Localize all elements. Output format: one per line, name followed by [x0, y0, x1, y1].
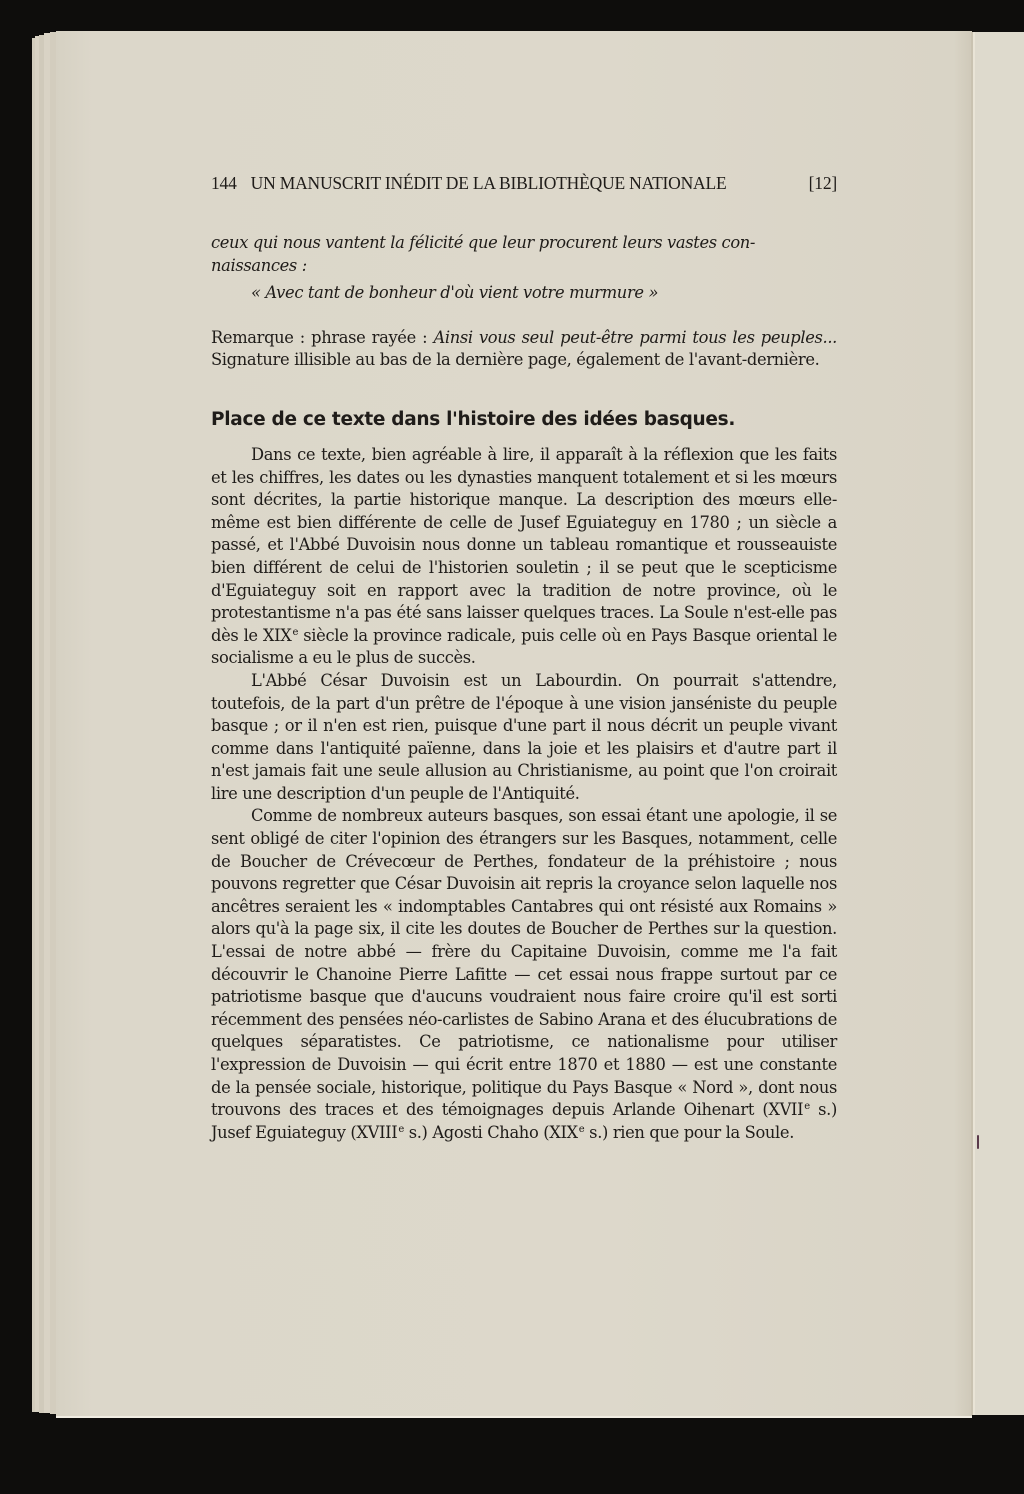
- gutter-mark: [977, 1135, 979, 1149]
- running-head-left: [211, 170, 740, 196]
- superscript: e: [292, 626, 299, 638]
- page-content: [211, 170, 837, 1144]
- remark-paragraph: [211, 327, 837, 372]
- paragraph-text: Comme de nombreux auteurs basques, son essai étant une apologie, il se sent obligé de citer l'opinion des étrangers sur les Basques, notamment, celle de Boucher de Crévecœur de Perthes, fondateur de la préhistoire ; nous pouvons regretter que César Duvoisin ait repris la croyance selon laquelle nos ancêtres seraient les « indomptables Cantabres qui ont résisté aux Romains » alors qu'à la page six, il cite les doutes de Boucher de Perthes sur la question. L'essai de notre abbé — frère du Capitaine Duvoisin, comme me l'a fait découvrir le Chanoine Pierre Lafitte — cet essai nous frappe surtout par ce patriotisme basque que d'aucuns voudraient nous faire croire qu'il est sorti récemment des pensées néo-carlistes de Sabino Arana et des élucubrations de quelques séparatistes. Ce patriotisme, ce nationalisme pour utiliser l'expression de Duvoisin — qui écrit entre 1870 et 1880 — est une constante de la pensée sociale, historique, politique du Pays Basque « Nord », dont nous trouvons des traces et des témoignages depuis Arlande Oihenart (XVII: [211, 806, 837, 1120]
- paragraph-text: s.) Agosti Chaho (XIX: [403, 1122, 578, 1142]
- opening-line-1: ceux qui nous vantent la félicité que leur procurent leurs vastes con-: [211, 233, 756, 252]
- verse-quote: « Avec tant de bonheur d'où vient votre murmure »: [251, 283, 659, 303]
- page-number: 144: [211, 173, 237, 193]
- body-paragraph: [211, 444, 837, 670]
- remark-prefix: Remarque : phrase rayée :: [211, 327, 434, 347]
- running-title: UN MANUSCRIT INÉDIT DE LA BIBLIOTHÈQUE NATIONALE: [250, 173, 727, 193]
- paragraph-text: s.) Jusef Eguiateguy (XVIII: [211, 1100, 837, 1142]
- superscript: e: [804, 1101, 810, 1113]
- facing-page: [973, 32, 1024, 1415]
- paragraph-text: s.) rien que pour la Soule.: [584, 1122, 795, 1142]
- body-paragraph: [211, 805, 837, 1144]
- opening-italic-text: [211, 232, 837, 277]
- remark-suffix: Signature illisible au bas de la dernière page, également de l'avant-dernière.: [211, 350, 820, 370]
- paragraph-text: Dans ce texte, bien agréable à lire, il apparaît à la réflexion que les faits et les chiffres, les dates ou les dynasties manquent totalement et si les mœurs sont décrites, la partie historique manque. La description des mœurs elle-même est bien différente de celle de Jusef Eguiateguy en 1780 ; un siècle a passé, et l'Abbé Duvoisin nous donne un tableau romantique et rousseauiste bien différent de celui de l'historien souletin ; il se peut que le scepticisme d'Eguiateguy soit en rapport avec la tradition de notre province, où le protestantisme n'a pas été sans laisser quelques traces. La Soule n'est-elle pas dès le XIX: [211, 444, 837, 645]
- paragraph-text: siècle la province radicale, puis celle où en Pays Basque oriental le socialisme a eu le plus de succès.: [211, 625, 837, 668]
- struck-phrase: Ainsi vous seul peut-être parmi tous les peuples...: [433, 327, 837, 347]
- superscript: e: [398, 1123, 404, 1135]
- running-head: [211, 170, 837, 196]
- body-paragraph: L'Abbé César Duvoisin est un Labourdin. On pourrait s'attendre, toutefois, de la part d'un prêtre de l'époque à une vision janséniste du peuple basque ; or il n'en est rien, puisque d'une part il nous décrit un peuple vivant comme dans l'antiquité païenne, dans la joie et les plaisirs et d'autre part il n'est jamais fait une seule allusion au Christianisme, au point que l'on croirait lire une description d'un peuple de l'Antiquité.: [211, 670, 837, 803]
- section-number: [12]: [808, 173, 837, 193]
- section-heading: Place de ce texte dans l'histoire des idées basques.: [211, 408, 736, 430]
- superscript: e: [578, 1123, 585, 1135]
- opening-line-2: naissances :: [211, 255, 307, 275]
